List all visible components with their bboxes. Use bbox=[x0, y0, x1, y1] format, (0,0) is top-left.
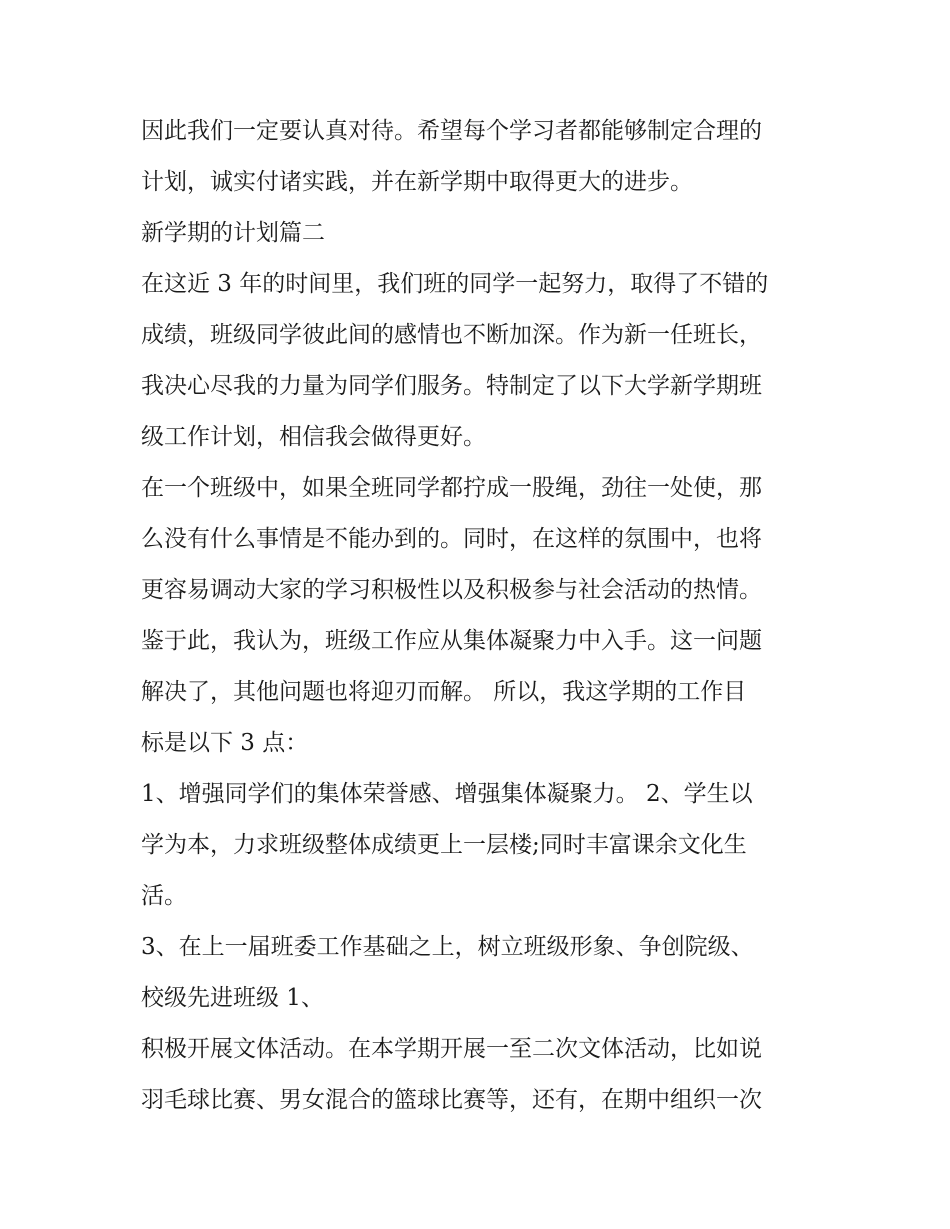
list-item-line: 3、在上一届班委工作基础之上，树立班级形象、争创院级、 bbox=[141, 934, 754, 960]
list-item-line: 学为本，力求班级整体成绩更上一层楼;同时丰富课余文化生 bbox=[141, 832, 747, 858]
list-item-line: 1、增强同学们的集体荣誉感、增强集体凝聚力。 2、学生以 bbox=[141, 781, 753, 807]
text-line: 级工作计划，相信我会做得更好。 bbox=[141, 424, 486, 450]
text-line: 在一个班级中，如果全班同学都拧成一股绳，劲往一处使，那 bbox=[141, 475, 762, 501]
list-item-line: 活。 bbox=[141, 883, 187, 909]
text-line: 标是以下 3 点： bbox=[141, 730, 309, 756]
list-item-line: 校级先进班级 1、 bbox=[141, 985, 324, 1011]
text-line: 积极开展文体活动。在本学期开展一至二次文体活动，比如说 bbox=[141, 1036, 762, 1062]
text-line: 我决心尽我的力量为同学们服务。特制定了以下大学新学期班 bbox=[141, 373, 762, 399]
text-line: 羽毛球比赛、男女混合的篮球比赛等，还有，在期中组织一次 bbox=[141, 1087, 762, 1113]
text-line: 在这近 3 年的时间里，我们班的同学一起努力，取得了不错的 bbox=[141, 271, 769, 297]
text-line: 解决了，其他问题也将迎刃而解。 所以，我这学期的工作目 bbox=[141, 679, 747, 705]
text-line: 更容易调动大家的学习积极性以及积极参与社会活动的热情。 bbox=[141, 577, 762, 603]
text-line: 成绩，班级同学彼此间的感情也不断加深。作为新一任班长， bbox=[141, 322, 762, 348]
text-line: 因此我们一定要认真对待。希望每个学习者都能够制定合理的 bbox=[141, 118, 762, 144]
text-line: 计划，诚实付诸实践，并在新学期中取得更大的进步。 bbox=[141, 169, 693, 195]
text-line: 么没有什么事情是不能办到的。同时，在这样的氛围中，也将 bbox=[141, 526, 762, 552]
section-heading: 新学期的计划篇二 bbox=[141, 220, 325, 246]
document-body bbox=[141, 106, 811, 1126]
text-line: 鉴于此，我认为，班级工作应从集体凝聚力中入手。这一问题 bbox=[141, 628, 762, 654]
